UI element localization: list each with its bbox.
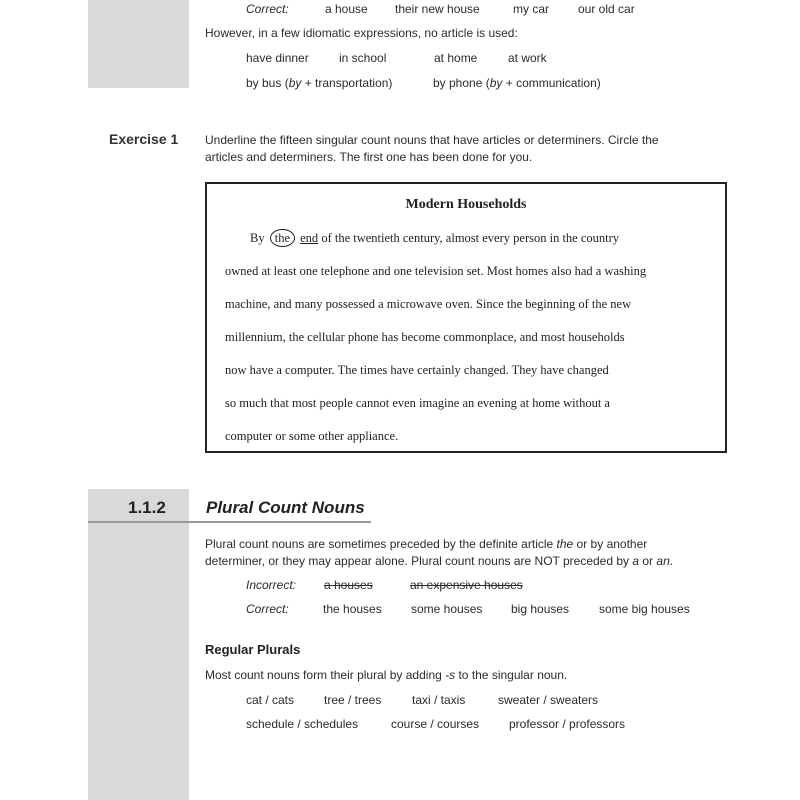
- incorrect-label: Incorrect:: [246, 578, 297, 592]
- idiom-example: have dinner: [246, 51, 309, 65]
- incorrect-example: a houses: [324, 578, 373, 592]
- idiom-example: at home: [434, 51, 478, 65]
- plural-example: schedule / schedules: [246, 717, 359, 731]
- exercise-label: Exercise 1: [109, 131, 179, 147]
- margin-bar-top: [88, 0, 189, 88]
- margin-bar-bottom: [88, 489, 189, 800]
- passage-line: so much that most people cannot even imagine an evening at home without a: [225, 396, 610, 410]
- incorrect-example: an expensive houses: [410, 578, 523, 592]
- passage-title: Modern Households: [405, 197, 527, 212]
- exercise-instruction: Underline the fifteen singular count nouns that have articles or determiners. Circle the: [205, 133, 659, 147]
- regular-plural-rule: Most count nouns form their plural by adding -s to the singular noun.: [205, 668, 568, 682]
- passage-line: millennium, the cellular phone has become commonplace, and most households: [225, 330, 625, 344]
- correct-example: big houses: [511, 602, 570, 616]
- correct-example: our old car: [578, 2, 635, 16]
- exercise-passage-box: [205, 182, 727, 453]
- plural-example: course / courses: [391, 717, 480, 731]
- section-title: Plural Count Nouns: [206, 498, 365, 517]
- idiom-example: in school: [339, 51, 387, 65]
- idiom-example: at work: [508, 51, 547, 65]
- plural-example: tree / trees: [324, 693, 382, 707]
- subheading: Regular Plurals: [205, 642, 301, 657]
- section-number: 1.1.2: [128, 498, 166, 517]
- correct-example: their new house: [395, 2, 480, 16]
- idiom-bus: by bus (by + transportation): [246, 76, 393, 90]
- correct-example: a house: [325, 2, 368, 16]
- exercise-instruction: articles and determiners. The first one has been done for you.: [205, 150, 533, 164]
- idiom-intro: However, in a few idiomatic expressions, no article is used:: [205, 26, 518, 40]
- passage-line: now have a computer. The times have certainly changed. They have changed: [225, 363, 609, 377]
- plural-example: cat / cats: [246, 693, 295, 707]
- correct-label: Correct:: [246, 2, 289, 16]
- circled-determiner: the: [270, 229, 295, 247]
- section-rule: [88, 521, 371, 523]
- plural-example: professor / professors: [509, 717, 626, 731]
- underlined-noun: end: [300, 231, 319, 245]
- passage-line: By the end of the twentieth century, almost every person in the country: [250, 231, 620, 245]
- plural-example: sweater / sweaters: [498, 693, 599, 707]
- passage-line: owned at least one telephone and one television set. Most homes also had a washing: [225, 264, 647, 278]
- correct-example: the houses: [323, 602, 382, 616]
- plural-example: taxi / taxis: [412, 693, 466, 707]
- correct-label: Correct:: [246, 602, 289, 616]
- passage-line: machine, and many possessed a microwave oven. Since the beginning of the new: [225, 297, 632, 311]
- section-paragraph: determiner, or they may appear alone. Plural count nouns are NOT preceded by a or an.: [205, 554, 674, 568]
- section-paragraph: Plural count nouns are sometimes preceded by the definite article the or by another: [205, 537, 648, 551]
- idiom-phone: by phone (by + communication): [433, 76, 601, 90]
- correct-example: my car: [513, 2, 549, 16]
- passage-line: computer or some other appliance.: [225, 429, 399, 443]
- correct-example: some big houses: [599, 602, 690, 616]
- correct-example: some houses: [411, 602, 483, 616]
